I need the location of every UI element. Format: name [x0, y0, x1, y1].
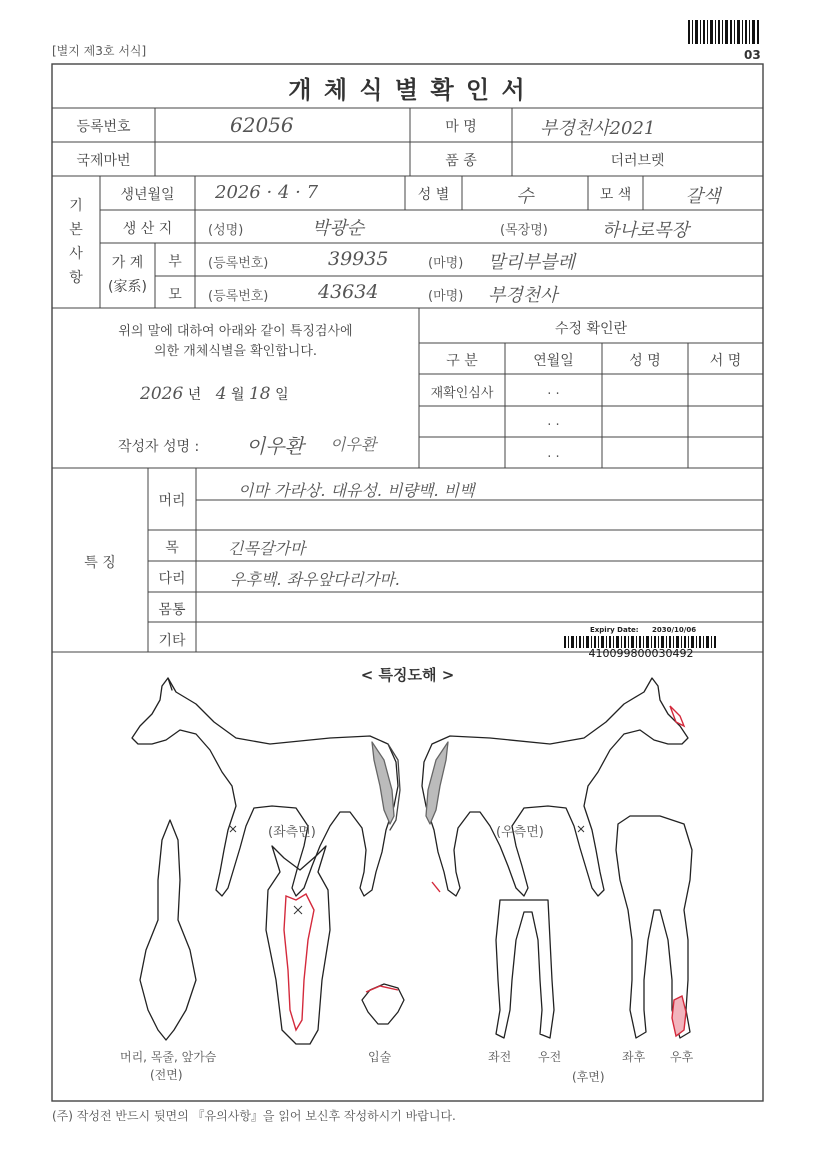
page-number: 03	[744, 48, 761, 62]
diagram-title: < 특징도해 >	[360, 666, 455, 684]
amend-date-1: . .	[547, 383, 560, 398]
horse-head-front	[266, 846, 330, 1044]
head-value: 이마 가라상. 대유성. 비량백. 비백	[238, 481, 475, 500]
pedigree-label: 가 계	[111, 255, 144, 271]
horse-right-side-outline	[422, 678, 688, 896]
sire-name: 말리부블레	[488, 252, 575, 273]
amend-date-3: . .	[547, 446, 560, 461]
sticker-expiry-value: 2030/10/06	[652, 626, 697, 634]
intl-no-label: 국제마번	[76, 153, 131, 169]
dam-label: 모	[168, 287, 182, 303]
rear-label: (후면)	[572, 1070, 605, 1084]
sticker-code: 410099800030492	[588, 647, 694, 660]
horse-left-side-outline	[132, 678, 398, 896]
features-section-label: 특 징	[84, 555, 116, 571]
neck-value: 긴목갈가마	[228, 539, 306, 558]
breed-label: 품 종	[445, 153, 477, 169]
left-front-label: 좌전	[488, 1050, 512, 1064]
basic-section-label: 기 본 사 항	[69, 198, 83, 286]
dam-reg: 43634	[318, 281, 379, 303]
amend-title: 수정 확인란	[554, 321, 628, 337]
dam-name: 부경천사	[488, 285, 558, 306]
sire-reg: 39935	[328, 248, 389, 270]
reg-no-value: 62056	[230, 113, 294, 137]
other-label: 기타	[158, 633, 186, 649]
birth-label: 생년월일	[120, 187, 175, 203]
confirm-text: 위의 말에 대하여 아래와 같이 특징검사에 의한 개체식별을 확인합니다.	[118, 324, 353, 359]
left-side-label: (좌측면)	[268, 825, 316, 840]
horse-name-value: 부경천사2021	[540, 118, 656, 139]
sire-label: 부	[168, 254, 182, 270]
horse-front-legs	[496, 900, 554, 1038]
amend-date-2: . .	[547, 414, 560, 429]
farm-name: 하나로목장	[602, 220, 689, 241]
reg-no-label: 등록번호	[76, 119, 131, 135]
dam-name-label: (마명)	[428, 289, 464, 304]
sex-value: 수	[516, 186, 534, 207]
amend-header-date: 연월일	[533, 353, 574, 369]
right-hind-label: 우후	[670, 1050, 694, 1064]
horse-name-label: 마 명	[445, 119, 477, 135]
pedigree-label-hanja: (家系)	[108, 279, 147, 295]
farm-name-label: (목장명)	[500, 223, 548, 238]
barcode-top	[688, 20, 759, 44]
color-value: 갈색	[685, 186, 721, 207]
legs-label: 다리	[158, 571, 186, 587]
breed-value: 더러브렛	[610, 153, 665, 169]
lips-label: 입술	[368, 1050, 392, 1064]
front-label: (전면)	[150, 1068, 183, 1082]
page-title: 개 체 식 별 확 인 서	[288, 76, 527, 104]
producer-name: 박광순	[312, 218, 365, 239]
color-label: 모 색	[599, 187, 632, 203]
horse-front-neck	[140, 820, 196, 1040]
neck-label: 목	[165, 540, 179, 556]
footer-note: (주) 작성전 반드시 뒷면의 『유의사항』을 읽어 보신후 작성하시기 바랍니다.	[52, 1109, 456, 1123]
dam-reg-label: (등록번호)	[208, 289, 269, 304]
birth-value: 2026 · 4 · 7	[215, 182, 319, 203]
body-label: 몸통	[158, 602, 186, 618]
amend-header-sign: 서 명	[709, 353, 742, 369]
confirm-date: 2026 년 4 월 18 일	[140, 384, 289, 404]
amend-row-label: 재확인심사	[430, 386, 494, 401]
head-label: 머리	[158, 493, 186, 509]
legs-value: 우후백. 좌우앞다리가마.	[230, 570, 400, 589]
right-side-label: (우측면)	[496, 825, 544, 840]
sticker-expiry-label: Expiry Date:	[590, 626, 639, 634]
sire-reg-label: (등록번호)	[208, 256, 269, 271]
amend-header-category: 구 분	[446, 353, 478, 369]
right-front-label: 우전	[538, 1050, 562, 1064]
producer-label: 생 산 지	[122, 221, 173, 237]
amend-header-name: 성 명	[629, 353, 661, 369]
producer-name-label: (성명)	[208, 223, 244, 238]
writer-label: 작성자 성명 :	[118, 439, 200, 455]
left-hind-label: 좌후	[622, 1050, 646, 1064]
sex-label: 성 별	[417, 187, 450, 203]
writer-signature: 이우환	[330, 435, 377, 454]
front-caption: 머리, 목줄, 앞가슴	[120, 1050, 217, 1064]
red-markings	[284, 706, 686, 1036]
sire-name-label: (마명)	[428, 256, 464, 271]
writer-name: 이우환	[246, 434, 304, 458]
form-code: [별지 제3호 서식]	[52, 44, 147, 58]
